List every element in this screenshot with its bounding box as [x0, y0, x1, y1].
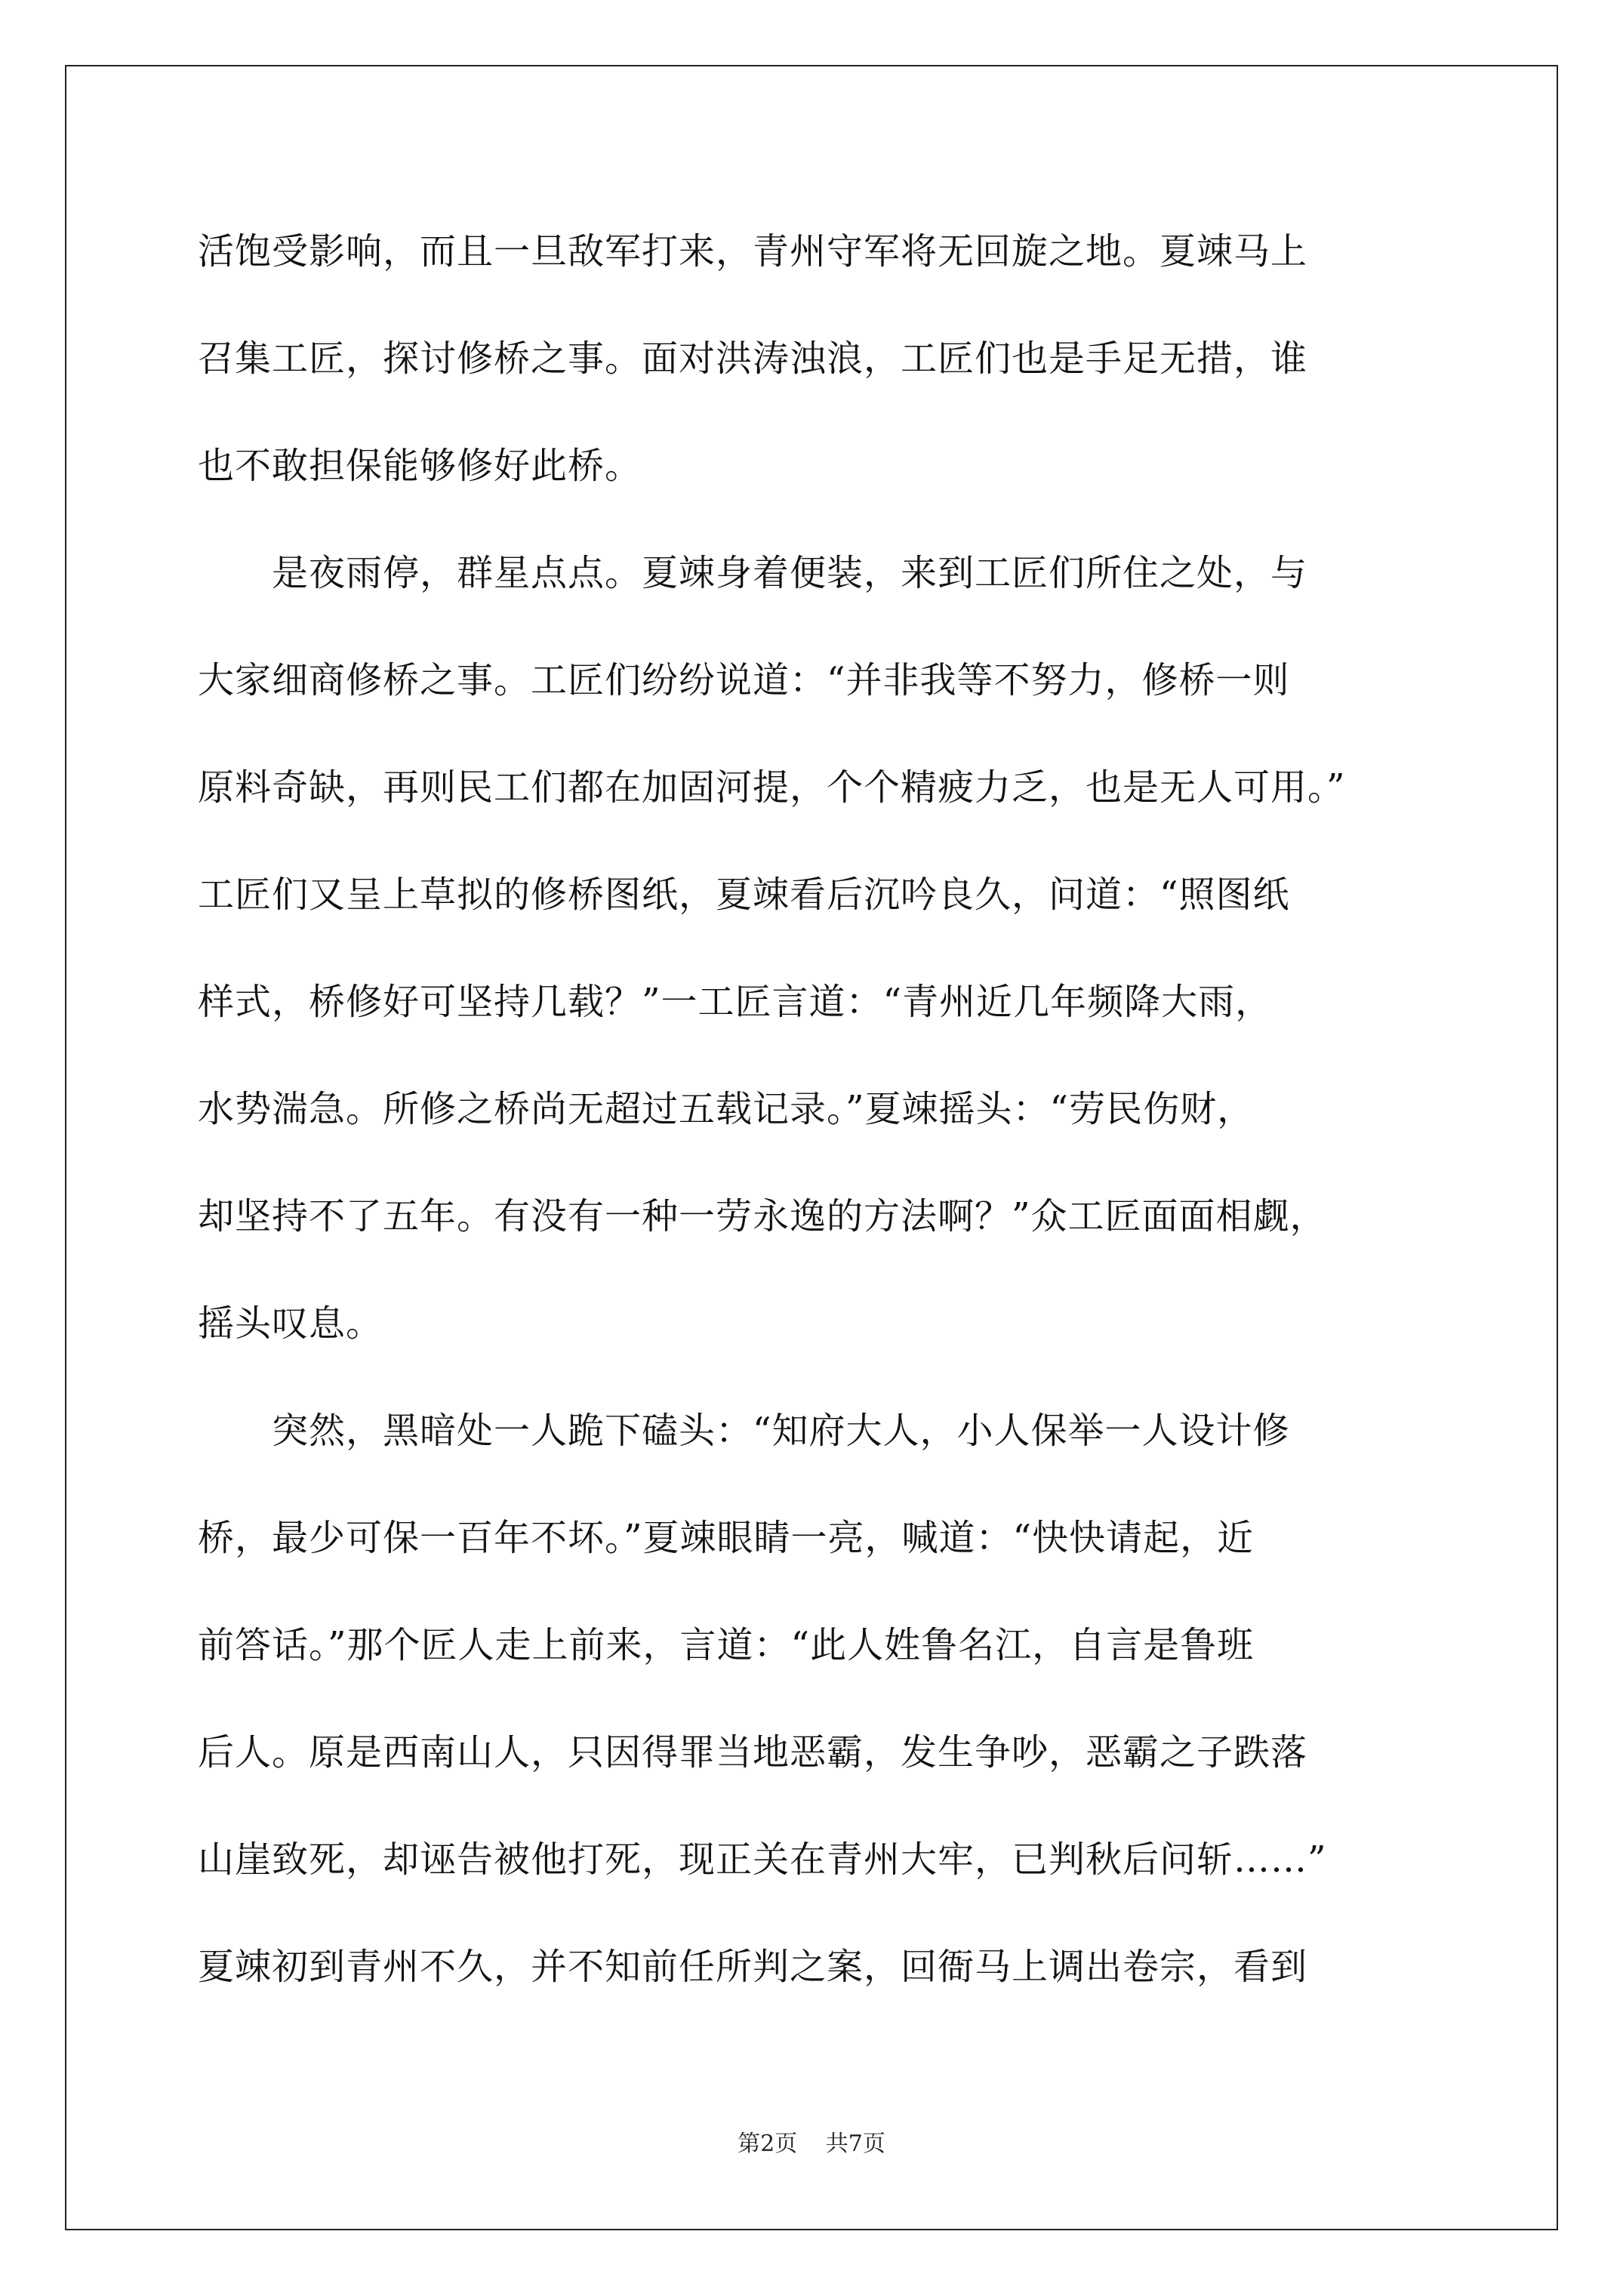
text-line: 样式，桥修好可坚持几载？”一工匠言道：“青州近几年频降大雨，	[198, 981, 1273, 1023]
text-line: 活饱受影响，而且一旦敌军打来，青州守军将无回旋之地。夏竦马上	[198, 230, 1308, 273]
text-line: 也不敢担保能够修好此桥。	[198, 445, 642, 487]
page-footer	[0, 2129, 1623, 2159]
text-line: 原料奇缺，再则民工们都在加固河提，个个精疲力乏，也是无人可用。”	[198, 766, 1346, 809]
text-line: 前答话。”那个匠人走上前来，言道：“此人姓鲁名江，自言是鲁班	[198, 1624, 1255, 1666]
text-line: 夏竦初到青州不久，并不知前任所判之案，回衙马上调出卷宗，看到	[198, 1946, 1308, 1988]
text-line: 召集工匠，探讨修桥之事。面对洪涛浊浪，工匠们也是手足无措，谁	[198, 337, 1308, 380]
text-line: 水势湍急。所修之桥尚无超过五载记录。”夏竦摇头：“劳民伤财，	[198, 1088, 1255, 1130]
text-line: 大家细商修桥之事。工匠们纷纷说道：“并非我等不努力，修桥一则	[198, 659, 1290, 701]
text-line: 山崖致死，却诬告被他打死，现正关在青州大牢，已判秋后问斩……”	[198, 1838, 1327, 1881]
text-line: 却坚持不了五年。有没有一种一劳永逸的方法啊？”众工匠面面相觑，	[198, 1195, 1327, 1237]
page-border	[65, 65, 1558, 2230]
text-line: 桥，最少可保一百年不坏。”夏竦眼睛一亮，喊道：“快快请起，近	[198, 1517, 1255, 1559]
page-number-current: 第2页	[738, 2131, 798, 2157]
page-number-total: 共7页	[825, 2131, 885, 2157]
text-line: 突然，黑暗处一人跪下磕头：“知府大人，小人保举一人设计修	[198, 1410, 1290, 1452]
text-line: 工匠们又呈上草拟的修桥图纸，夏竦看后沉吟良久，问道：“照图纸	[198, 874, 1290, 916]
text-line: 是夜雨停，群星点点。夏竦身着便装，来到工匠们所住之处，与	[198, 552, 1308, 594]
text-line: 摇头叹息。	[198, 1302, 383, 1345]
text-line: 后人。原是西南山人，只因得罪当地恶霸，发生争吵，恶霸之子跌落	[198, 1731, 1308, 1774]
